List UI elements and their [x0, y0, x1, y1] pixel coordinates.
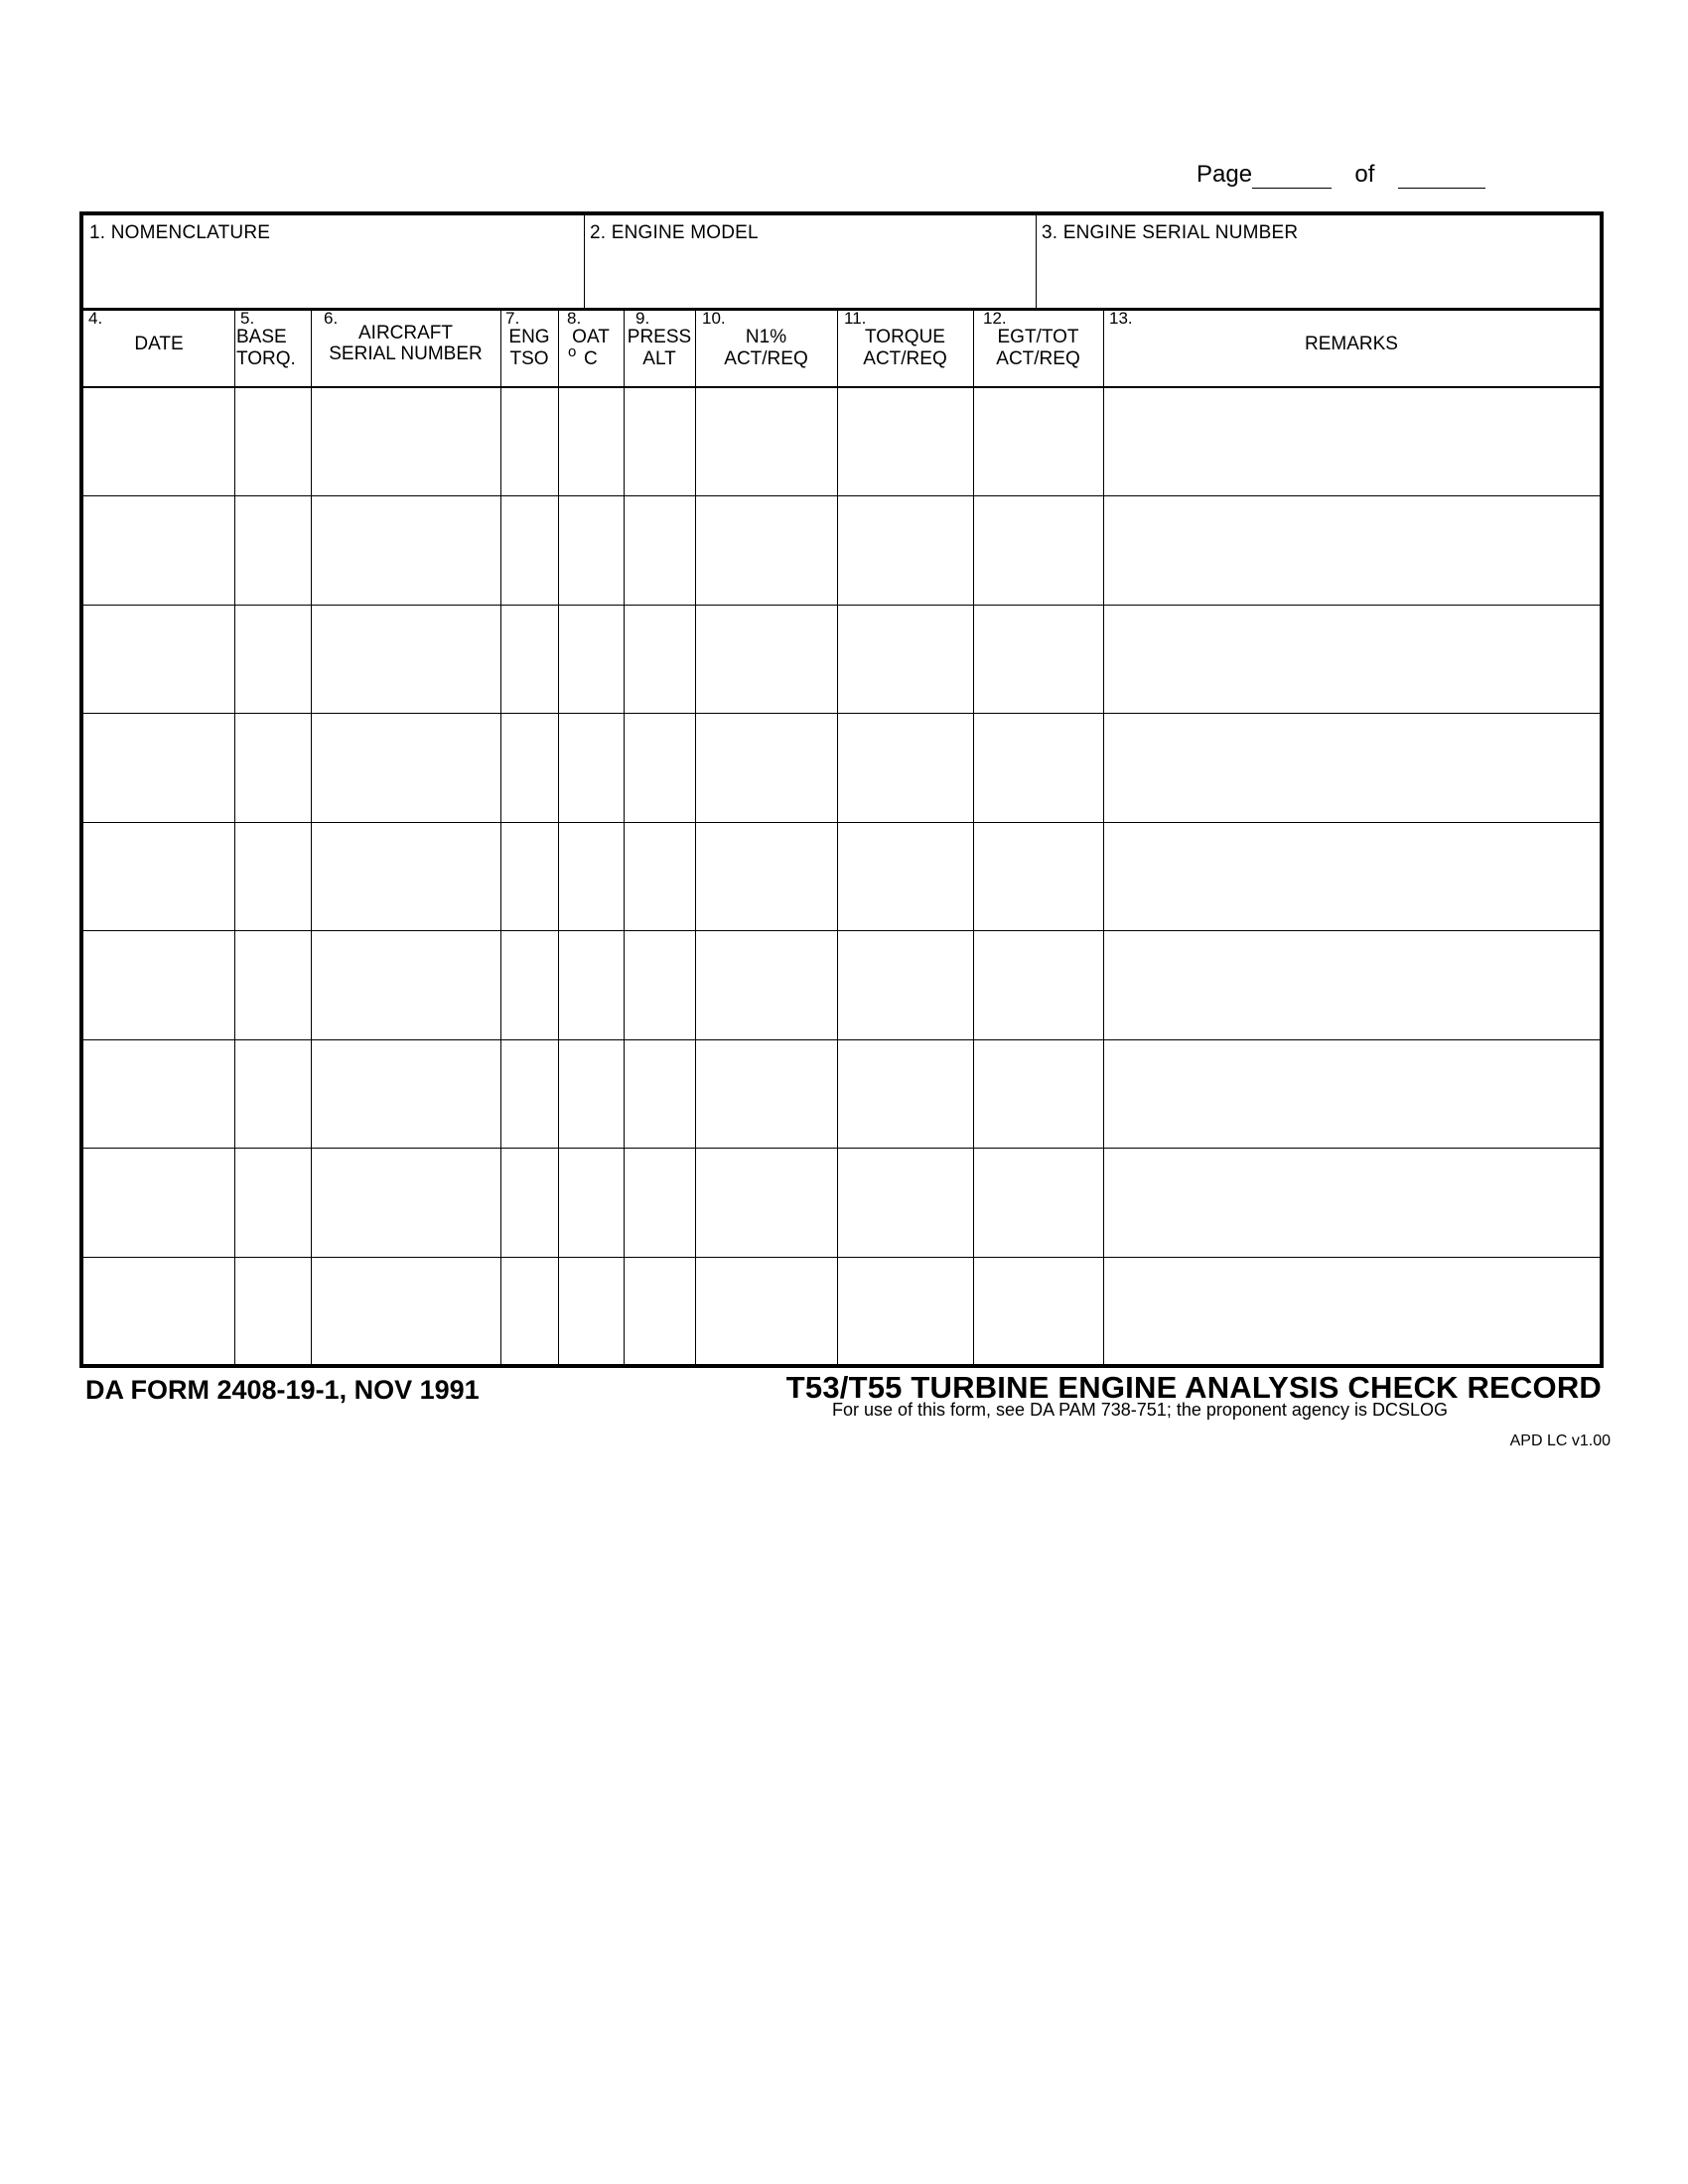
engine-model-label: 2. ENGINE MODEL	[590, 222, 759, 243]
header-oat: 8. OAT o C	[567, 309, 610, 369]
degree-symbol: o	[568, 343, 577, 360]
header-date: 4. DATE	[88, 309, 184, 354]
header-eng-tso: 7. ENG TSO	[505, 309, 550, 369]
table-row[interactable]	[83, 1040, 1600, 1148]
identification-row	[83, 215, 1600, 311]
header-n1: 10. N1% ACT/REQ	[702, 309, 808, 369]
page-indicator	[1196, 161, 1485, 189]
table-row[interactable]	[83, 388, 1600, 495]
table-row[interactable]	[83, 823, 1600, 930]
table-row[interactable]	[83, 496, 1600, 605]
table-row[interactable]	[83, 1258, 1600, 1364]
table-row[interactable]	[83, 606, 1600, 713]
engine-analysis-form	[79, 211, 1604, 1368]
nomenclature-label: 1. NOMENCLATURE	[89, 222, 271, 243]
table-row[interactable]	[83, 714, 1600, 822]
table-row[interactable]	[83, 931, 1600, 1039]
header-base-torq: 5. BASE TORQ.	[236, 309, 296, 369]
of-label: of	[1354, 161, 1375, 188]
engine-serial-label: 3. ENGINE SERIAL NUMBER	[1042, 222, 1299, 243]
engine-serial-field[interactable]	[1036, 215, 1600, 308]
form-identifier: DA FORM 2408-19-1, NOV 1991	[85, 1375, 480, 1405]
page-number-field[interactable]	[1252, 166, 1332, 189]
header-egt-tot: 12. EGT/TOT ACT/REQ	[983, 309, 1080, 369]
total-pages-field[interactable]	[1398, 166, 1485, 189]
engine-model-field[interactable]	[584, 215, 1036, 308]
nomenclature-field[interactable]	[83, 215, 584, 308]
header-aircraft-serial: 6. AIRCRAFT SERIAL NUMBER	[324, 309, 483, 364]
header-press-alt: 9. PRESS ALT	[627, 309, 692, 369]
page-label: Page	[1196, 161, 1253, 188]
header-remarks: 13. REMARKS	[1109, 309, 1398, 354]
table-row[interactable]	[83, 1149, 1600, 1257]
usage-note: For use of this form, see DA PAM 738-751; the proponent agency is DCSLOG	[832, 1400, 1448, 1420]
header-torque: 11. TORQUE ACT/REQ	[844, 309, 947, 369]
version-label: APD LC v1.00	[1509, 1433, 1611, 1449]
form-title: T53/T55 TURBINE ENGINE ANALYSIS CHECK RECORD	[785, 1370, 1602, 1405]
